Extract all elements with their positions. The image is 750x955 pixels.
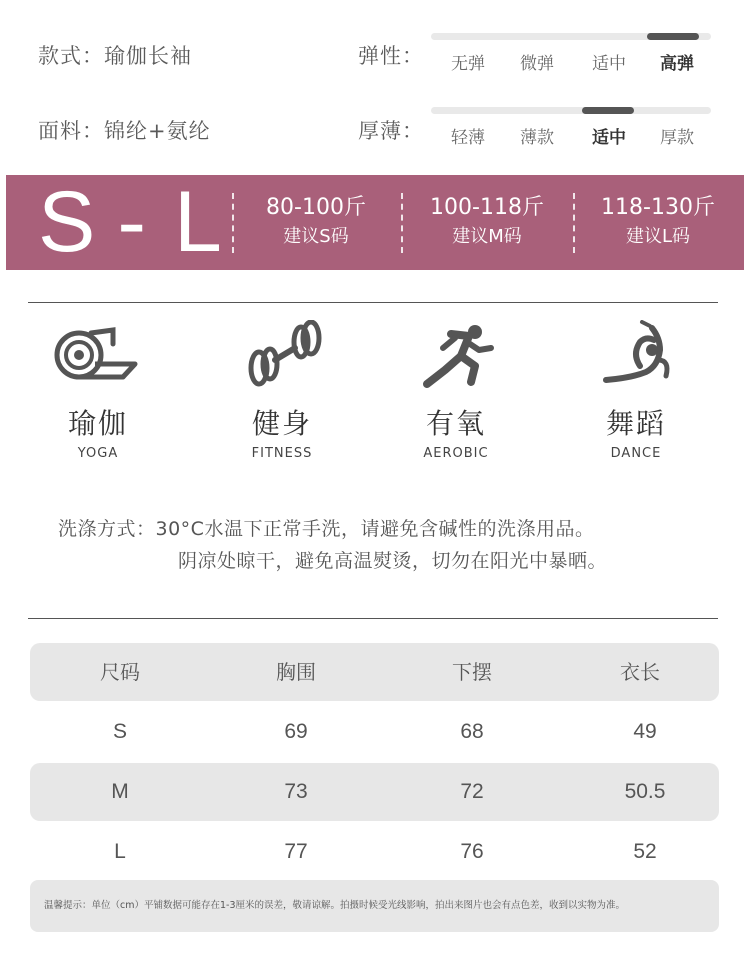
table-cell: M xyxy=(111,780,129,803)
elasticity-label: 弹性： xyxy=(358,44,424,68)
thickness-label: 厚薄： xyxy=(358,119,424,143)
table-cell: 76 xyxy=(460,840,484,863)
size-suggest: 建议M码 xyxy=(452,226,522,247)
divider-top xyxy=(28,302,718,303)
thickness-track xyxy=(431,107,711,114)
sport-name: 健身 xyxy=(251,407,312,440)
size-range-start: S xyxy=(38,174,98,270)
size-suggest: 建议L码 xyxy=(625,226,691,247)
divider-bottom xyxy=(28,618,718,619)
table-row xyxy=(30,703,719,761)
style-label xyxy=(38,40,192,70)
column-header: 衣长 xyxy=(620,660,660,684)
table-cell: 68 xyxy=(460,720,484,743)
table-cell: 72 xyxy=(460,780,484,803)
elasticity-indicator xyxy=(647,33,699,40)
washing-line-1: 洗涤方式：30°C水温下正常手洗，请避免含碱性的洗涤用品。 xyxy=(58,518,595,540)
elasticity-option: 适中 xyxy=(592,54,626,74)
washing-instructions xyxy=(58,513,607,577)
sport-name-en: DANCE xyxy=(610,446,662,461)
elasticity-option: 微弹 xyxy=(520,54,554,74)
size-range-end: L xyxy=(174,174,224,270)
style-value: 瑜伽长袖 xyxy=(104,44,192,68)
table-cell: 69 xyxy=(284,720,308,743)
weight-range: 100-118斤 xyxy=(430,195,544,220)
column-header: 下摆 xyxy=(452,660,492,684)
table-cell: 77 xyxy=(284,840,308,863)
table-cell: L xyxy=(114,840,126,863)
table-header-row xyxy=(30,643,719,701)
yoga-mat-icon xyxy=(53,320,143,390)
table-cell: 50.5 xyxy=(624,780,666,803)
size-suggestion xyxy=(573,193,743,251)
weight-range: 118-130斤 xyxy=(601,195,715,220)
sport-name: 瑜伽 xyxy=(67,407,128,440)
size-suggestion xyxy=(231,193,401,251)
thickness-option: 轻薄 xyxy=(451,128,485,148)
table-row xyxy=(30,823,719,881)
washing-line-2: 阴凉处晾干，避免高温熨烫，切勿在阳光中暴晒。 xyxy=(178,550,608,572)
sport-aerobic xyxy=(386,320,526,461)
runner-icon xyxy=(411,320,501,390)
size-range xyxy=(38,174,224,270)
sport-dance xyxy=(566,320,706,461)
table-cell: 73 xyxy=(284,780,308,803)
size-suggest: 建议S码 xyxy=(283,226,349,247)
weight-range: 80-100斤 xyxy=(266,195,366,220)
table-row xyxy=(30,763,719,821)
table-cell: S xyxy=(112,720,127,743)
size-table xyxy=(30,643,719,883)
dumbbell-icon xyxy=(237,320,327,390)
sport-name-en: FITNESS xyxy=(251,446,313,461)
column-header: 尺码 xyxy=(100,660,140,684)
column-header: 胸围 xyxy=(276,660,316,684)
size-suggestion xyxy=(402,193,572,251)
sport-name-en: AEROBIC xyxy=(423,446,489,461)
thickness-indicator xyxy=(582,107,634,114)
sport-yoga xyxy=(28,320,168,461)
style-label-text: 款式： xyxy=(38,44,104,68)
thickness-option-selected: 适中 xyxy=(592,128,626,148)
fabric-value: 锦纶+氨纶 xyxy=(104,119,211,143)
table-cell: 52 xyxy=(633,840,657,863)
size-range-band xyxy=(6,175,744,270)
fabric-label-text: 面料： xyxy=(38,119,104,143)
sport-name-en: YOGA xyxy=(77,446,119,461)
thickness-option: 薄款 xyxy=(520,128,554,148)
sport-name: 有氧 xyxy=(425,407,486,440)
measurement-note: 温馨提示：单位（cm）平铺数据可能存在1-3厘米的误差，敬请谅解。拍摄时候受光线影响，拍出来图片也会有点色差，收到以实物为准。 xyxy=(30,880,719,932)
sport-fitness xyxy=(212,320,352,461)
table-cell: 49 xyxy=(633,720,657,743)
elasticity-option-selected: 高弹 xyxy=(660,54,694,74)
size-range-dash: - xyxy=(117,174,149,270)
sport-name: 舞蹈 xyxy=(605,407,666,440)
thickness-option: 厚款 xyxy=(660,128,694,148)
fabric-label xyxy=(38,115,211,145)
elasticity-option: 无弹 xyxy=(451,54,485,74)
dancer-icon xyxy=(586,320,686,390)
